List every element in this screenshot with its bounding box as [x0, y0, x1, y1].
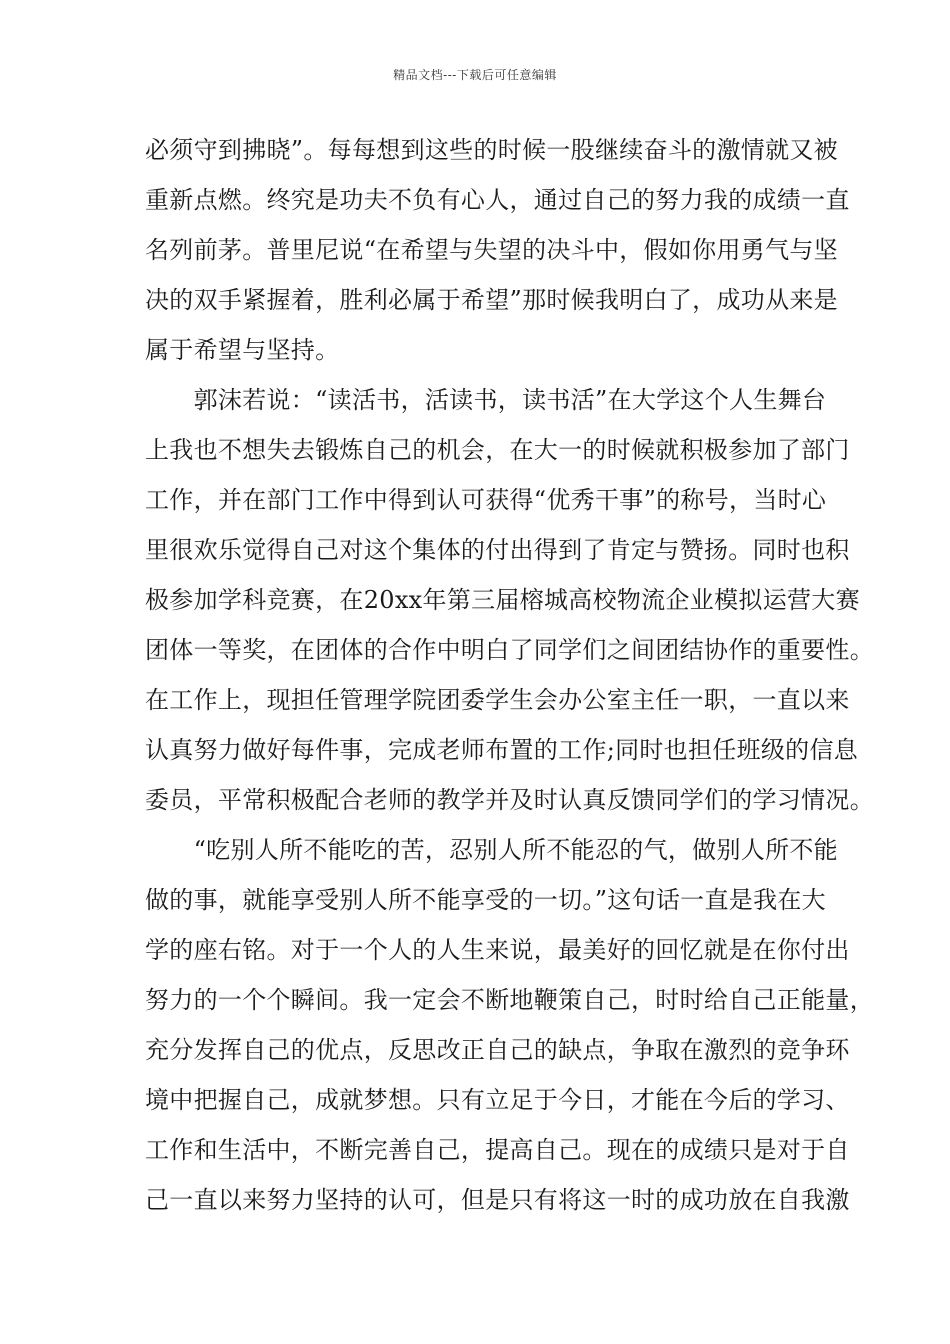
- text-line: 里很欢乐觉得自己对这个集体的付出得到了肯定与赞扬。同时也积: [145, 536, 850, 564]
- text-line: 属于希望与坚持。: [145, 336, 340, 364]
- text-line: 己一直以来努力坚持的认可，但是只有将这一时的成功放在自我激: [145, 1186, 850, 1214]
- text-line: 委员，平常积极配合老师的教学并及时认真反馈同学们的学习情况。: [145, 786, 874, 814]
- text-line: 学的座右铭。对于一个人的人生来说，最美好的回忆就是在你付出: [145, 936, 850, 964]
- text-line: 充分发挥自己的优点，反思改正自己的缺点，争取在激烈的竞争环: [145, 1036, 850, 1064]
- text-line: 名列前茅。普里尼说“在希望与失望的决斗中，假如你用勇气与坚: [145, 236, 838, 264]
- page-header: 精品文档---下载后可任意编辑: [393, 68, 557, 82]
- text-line: 必须守到拂晓”。每每想到这些的时候一股继续奋斗的激情就又被: [145, 136, 838, 164]
- text-line: “吃别人所不能吃的苦，忍别人所不能忍的气，做别人所不能: [145, 836, 838, 864]
- text-line: 上我也不想失去锻炼自己的机会，在大一的时候就积极参加了部门: [145, 436, 850, 464]
- text-line: 做的事，就能享受别人所不能享受的一切。”这句话一直是我在大: [145, 886, 826, 914]
- text-line: 决的双手紧握着，胜利必属于希望”那时候我明白了，成功从来是: [145, 286, 838, 314]
- text-line: 工作，并在部门工作中得到认可获得“优秀干事”的称号，当时心: [145, 486, 827, 514]
- text-line: 郭沫若说：“读活书，活读书，读书活”在大学这个人生舞台: [145, 386, 827, 414]
- text-line: 在工作上，现担任管理学院团委学生会办公室主任一职，一直以来: [145, 686, 850, 714]
- text-line: 境中把握自己，成就梦想。只有立足于今日，才能在今后的学习、: [145, 1086, 850, 1114]
- text-line: 重新点燃。终究是功夫不负有心人，通过自己的努力我的成绩一直: [145, 186, 850, 214]
- text-line: 团体一等奖，在团体的合作中明白了同学们之间团结协作的重要性。: [145, 636, 874, 664]
- text-line: 工作和生活中，不断完善自己，提高自己。现在的成绩只是对于自: [145, 1136, 850, 1164]
- text-line: 极参加学科竞赛，在20xx年第三届榕城高校物流企业模拟运营大赛: [145, 586, 860, 614]
- text-line: 认真努力做好每件事，完成老师布置的工作;同时也担任班级的信息: [145, 736, 859, 764]
- text-line: 努力的一个个瞬间。我一定会不断地鞭策自己，时时给自己正能量，: [145, 986, 874, 1014]
